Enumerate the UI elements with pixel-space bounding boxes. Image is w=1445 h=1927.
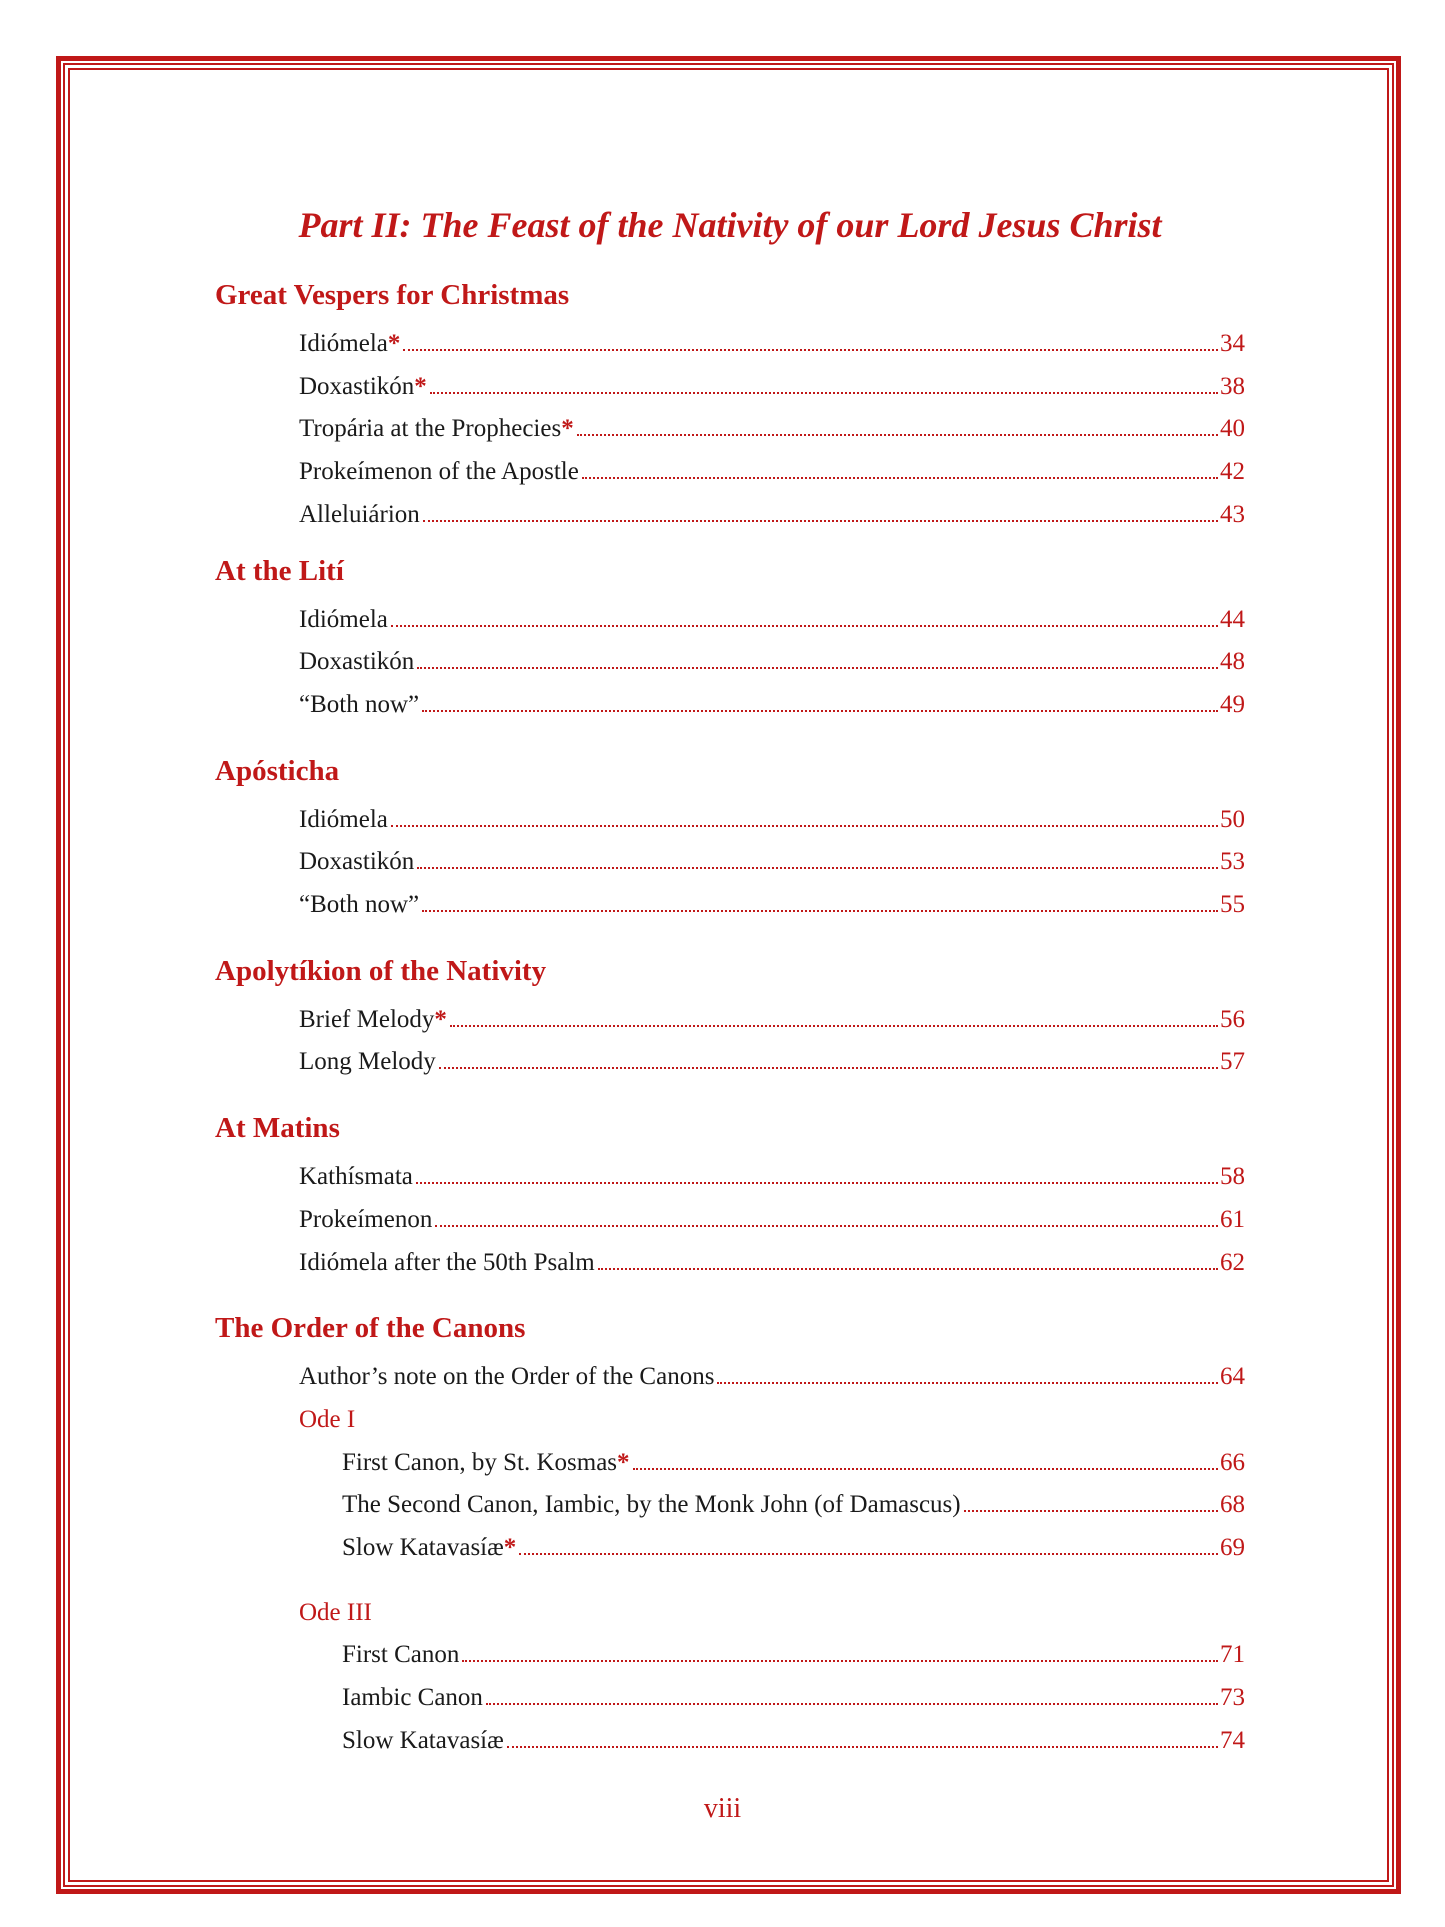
dot-leader bbox=[486, 1703, 1218, 1705]
toc-entry[interactable] bbox=[215, 841, 1245, 884]
page-reference: 43 bbox=[1220, 500, 1245, 528]
toc-entry[interactable] bbox=[215, 451, 1245, 494]
entry-label: Slow Katavasíæ bbox=[342, 1726, 504, 1754]
dot-leader bbox=[450, 1025, 1218, 1027]
toc-entry[interactable] bbox=[215, 366, 1245, 409]
dot-leader bbox=[577, 434, 1218, 436]
dot-leader bbox=[417, 667, 1218, 669]
page-reference: 49 bbox=[1220, 690, 1245, 718]
page-reference: 57 bbox=[1220, 1048, 1245, 1076]
entry-label: Doxastikón bbox=[299, 372, 415, 400]
toc-entry[interactable] bbox=[215, 1720, 1245, 1763]
entry-label: Tropária at the Prophecies bbox=[299, 415, 562, 443]
star-marker: * bbox=[617, 1448, 630, 1476]
page-reference: 58 bbox=[1220, 1163, 1245, 1191]
toc-entry[interactable] bbox=[215, 494, 1245, 537]
page-reference: 74 bbox=[1220, 1726, 1245, 1754]
dot-leader bbox=[507, 1746, 1218, 1748]
ode-heading: Ode III bbox=[299, 1598, 372, 1626]
entry-label: Iambic Canon bbox=[342, 1684, 483, 1712]
section-heading: Great Vespers for Christmas bbox=[215, 279, 570, 311]
entry-label: First Canon, by St. Kosmas bbox=[342, 1448, 618, 1476]
page-reference: 66 bbox=[1220, 1448, 1245, 1476]
section-heading: The Order of the Canons bbox=[215, 1312, 526, 1345]
toc-entry[interactable] bbox=[215, 641, 1245, 684]
toc-entry[interactable] bbox=[215, 1199, 1245, 1242]
toc-entry[interactable] bbox=[215, 999, 1245, 1042]
page-reference: 69 bbox=[1220, 1534, 1245, 1562]
toc-section-aposticha bbox=[215, 749, 1245, 927]
toc-section-order-of-canons bbox=[215, 1306, 1245, 1762]
toc-section-great-vespers bbox=[215, 273, 1245, 537]
dot-leader bbox=[391, 625, 1218, 627]
star-marker: * bbox=[434, 1005, 447, 1033]
dot-leader bbox=[717, 1382, 1218, 1384]
dot-leader bbox=[519, 1553, 1218, 1555]
dot-leader bbox=[423, 520, 1218, 522]
star-marker: * bbox=[503, 1534, 517, 1562]
page-reference: 64 bbox=[1220, 1363, 1245, 1391]
page-number: viii bbox=[703, 1793, 742, 1824]
page-reference: 40 bbox=[1220, 415, 1245, 443]
section-heading: Apósticha bbox=[215, 754, 340, 787]
section-heading: Apolytíkion of the Nativity bbox=[215, 954, 547, 987]
dot-leader bbox=[435, 1225, 1218, 1227]
entry-label: Alleluiárion bbox=[299, 500, 420, 528]
dot-leader bbox=[403, 349, 1218, 351]
page-reference: 56 bbox=[1220, 1005, 1245, 1033]
dot-leader bbox=[633, 1468, 1218, 1470]
entry-label: “Both now” bbox=[299, 690, 420, 718]
page-reference: 68 bbox=[1220, 1491, 1245, 1519]
dot-leader bbox=[598, 1268, 1218, 1270]
entry-label: “Both now” bbox=[299, 891, 420, 919]
toc-entry[interactable] bbox=[215, 599, 1245, 642]
toc-entry[interactable] bbox=[215, 1356, 1245, 1399]
entry-label: First Canon bbox=[342, 1641, 460, 1669]
toc-entry[interactable] bbox=[215, 323, 1245, 366]
dot-leader bbox=[391, 825, 1218, 827]
toc-entry[interactable] bbox=[215, 1484, 1245, 1527]
entry-label: Idiómela bbox=[299, 605, 388, 633]
dot-leader bbox=[462, 1660, 1218, 1662]
toc-section-at-matins bbox=[215, 1106, 1245, 1284]
page-reference: 44 bbox=[1220, 605, 1245, 633]
toc-entry[interactable] bbox=[215, 1634, 1245, 1677]
entry-label: Idiómela bbox=[299, 330, 388, 357]
toc-section-apolytikion bbox=[215, 949, 1245, 1084]
entry-label: Kathísmata bbox=[299, 1163, 413, 1191]
toc-entry[interactable] bbox=[215, 1242, 1245, 1285]
dot-leader bbox=[582, 477, 1218, 479]
dot-leader bbox=[422, 710, 1218, 712]
toc-entry[interactable] bbox=[215, 1442, 1245, 1485]
ode-heading: Ode I bbox=[299, 1405, 356, 1433]
entry-label: Idiómela bbox=[299, 805, 388, 833]
page-reference: 71 bbox=[1220, 1641, 1245, 1669]
page-reference: 38 bbox=[1220, 372, 1245, 400]
page-reference: 48 bbox=[1220, 648, 1245, 676]
page-reference: 55 bbox=[1220, 891, 1245, 919]
toc-entry[interactable] bbox=[215, 1156, 1245, 1199]
page-reference: 62 bbox=[1220, 1248, 1245, 1276]
toc-entry[interactable] bbox=[215, 1041, 1245, 1084]
dot-leader bbox=[430, 392, 1218, 394]
entry-label: Prokeímenon of the Apostle bbox=[299, 458, 579, 486]
entry-label: Doxastikón bbox=[299, 648, 415, 676]
entry-label: Idiómela after the 50th Psalm bbox=[299, 1248, 595, 1276]
page-title: Part II: The Feast of the Nativity of our Lord Jesus Christ bbox=[298, 205, 1162, 245]
toc-entry[interactable] bbox=[215, 1527, 1245, 1570]
entry-label: Prokeímenon bbox=[299, 1205, 433, 1233]
toc-entry[interactable] bbox=[215, 684, 1245, 727]
toc-entry[interactable] bbox=[215, 884, 1245, 927]
star-marker: * bbox=[387, 330, 401, 357]
entry-label: Author’s note on the Order of the Canons bbox=[299, 1363, 715, 1391]
page-reference: 53 bbox=[1220, 848, 1245, 876]
dot-leader bbox=[422, 910, 1218, 912]
page-reference: 73 bbox=[1220, 1684, 1245, 1712]
toc-entry[interactable] bbox=[215, 799, 1245, 842]
page-reference: 34 bbox=[1220, 330, 1245, 357]
page-reference: 61 bbox=[1220, 1205, 1245, 1233]
entry-label: The Second Canon, Iambic, by the Monk John (of Damascus) bbox=[342, 1491, 961, 1519]
star-marker: * bbox=[414, 372, 427, 400]
section-heading: At Matins bbox=[215, 1112, 340, 1145]
section-heading: At the Lití bbox=[215, 554, 344, 587]
entry-label: Brief Melody bbox=[299, 1005, 435, 1033]
page-reference: 50 bbox=[1220, 805, 1245, 833]
dot-leader bbox=[964, 1510, 1218, 1512]
dot-leader bbox=[439, 1067, 1218, 1069]
table-of-contents bbox=[215, 195, 1245, 1763]
dot-leader bbox=[416, 1182, 1218, 1184]
entry-label: Doxastikón bbox=[299, 848, 415, 876]
toc-entry[interactable] bbox=[215, 408, 1245, 451]
toc-section-at-the-liti bbox=[215, 549, 1245, 727]
toc-entry[interactable] bbox=[215, 1677, 1245, 1720]
entry-label: Slow Katavasíæ bbox=[342, 1534, 504, 1562]
dot-leader bbox=[417, 867, 1218, 869]
page-reference: 42 bbox=[1220, 458, 1245, 486]
entry-label: Long Melody bbox=[299, 1048, 436, 1076]
star-marker: * bbox=[561, 415, 574, 443]
